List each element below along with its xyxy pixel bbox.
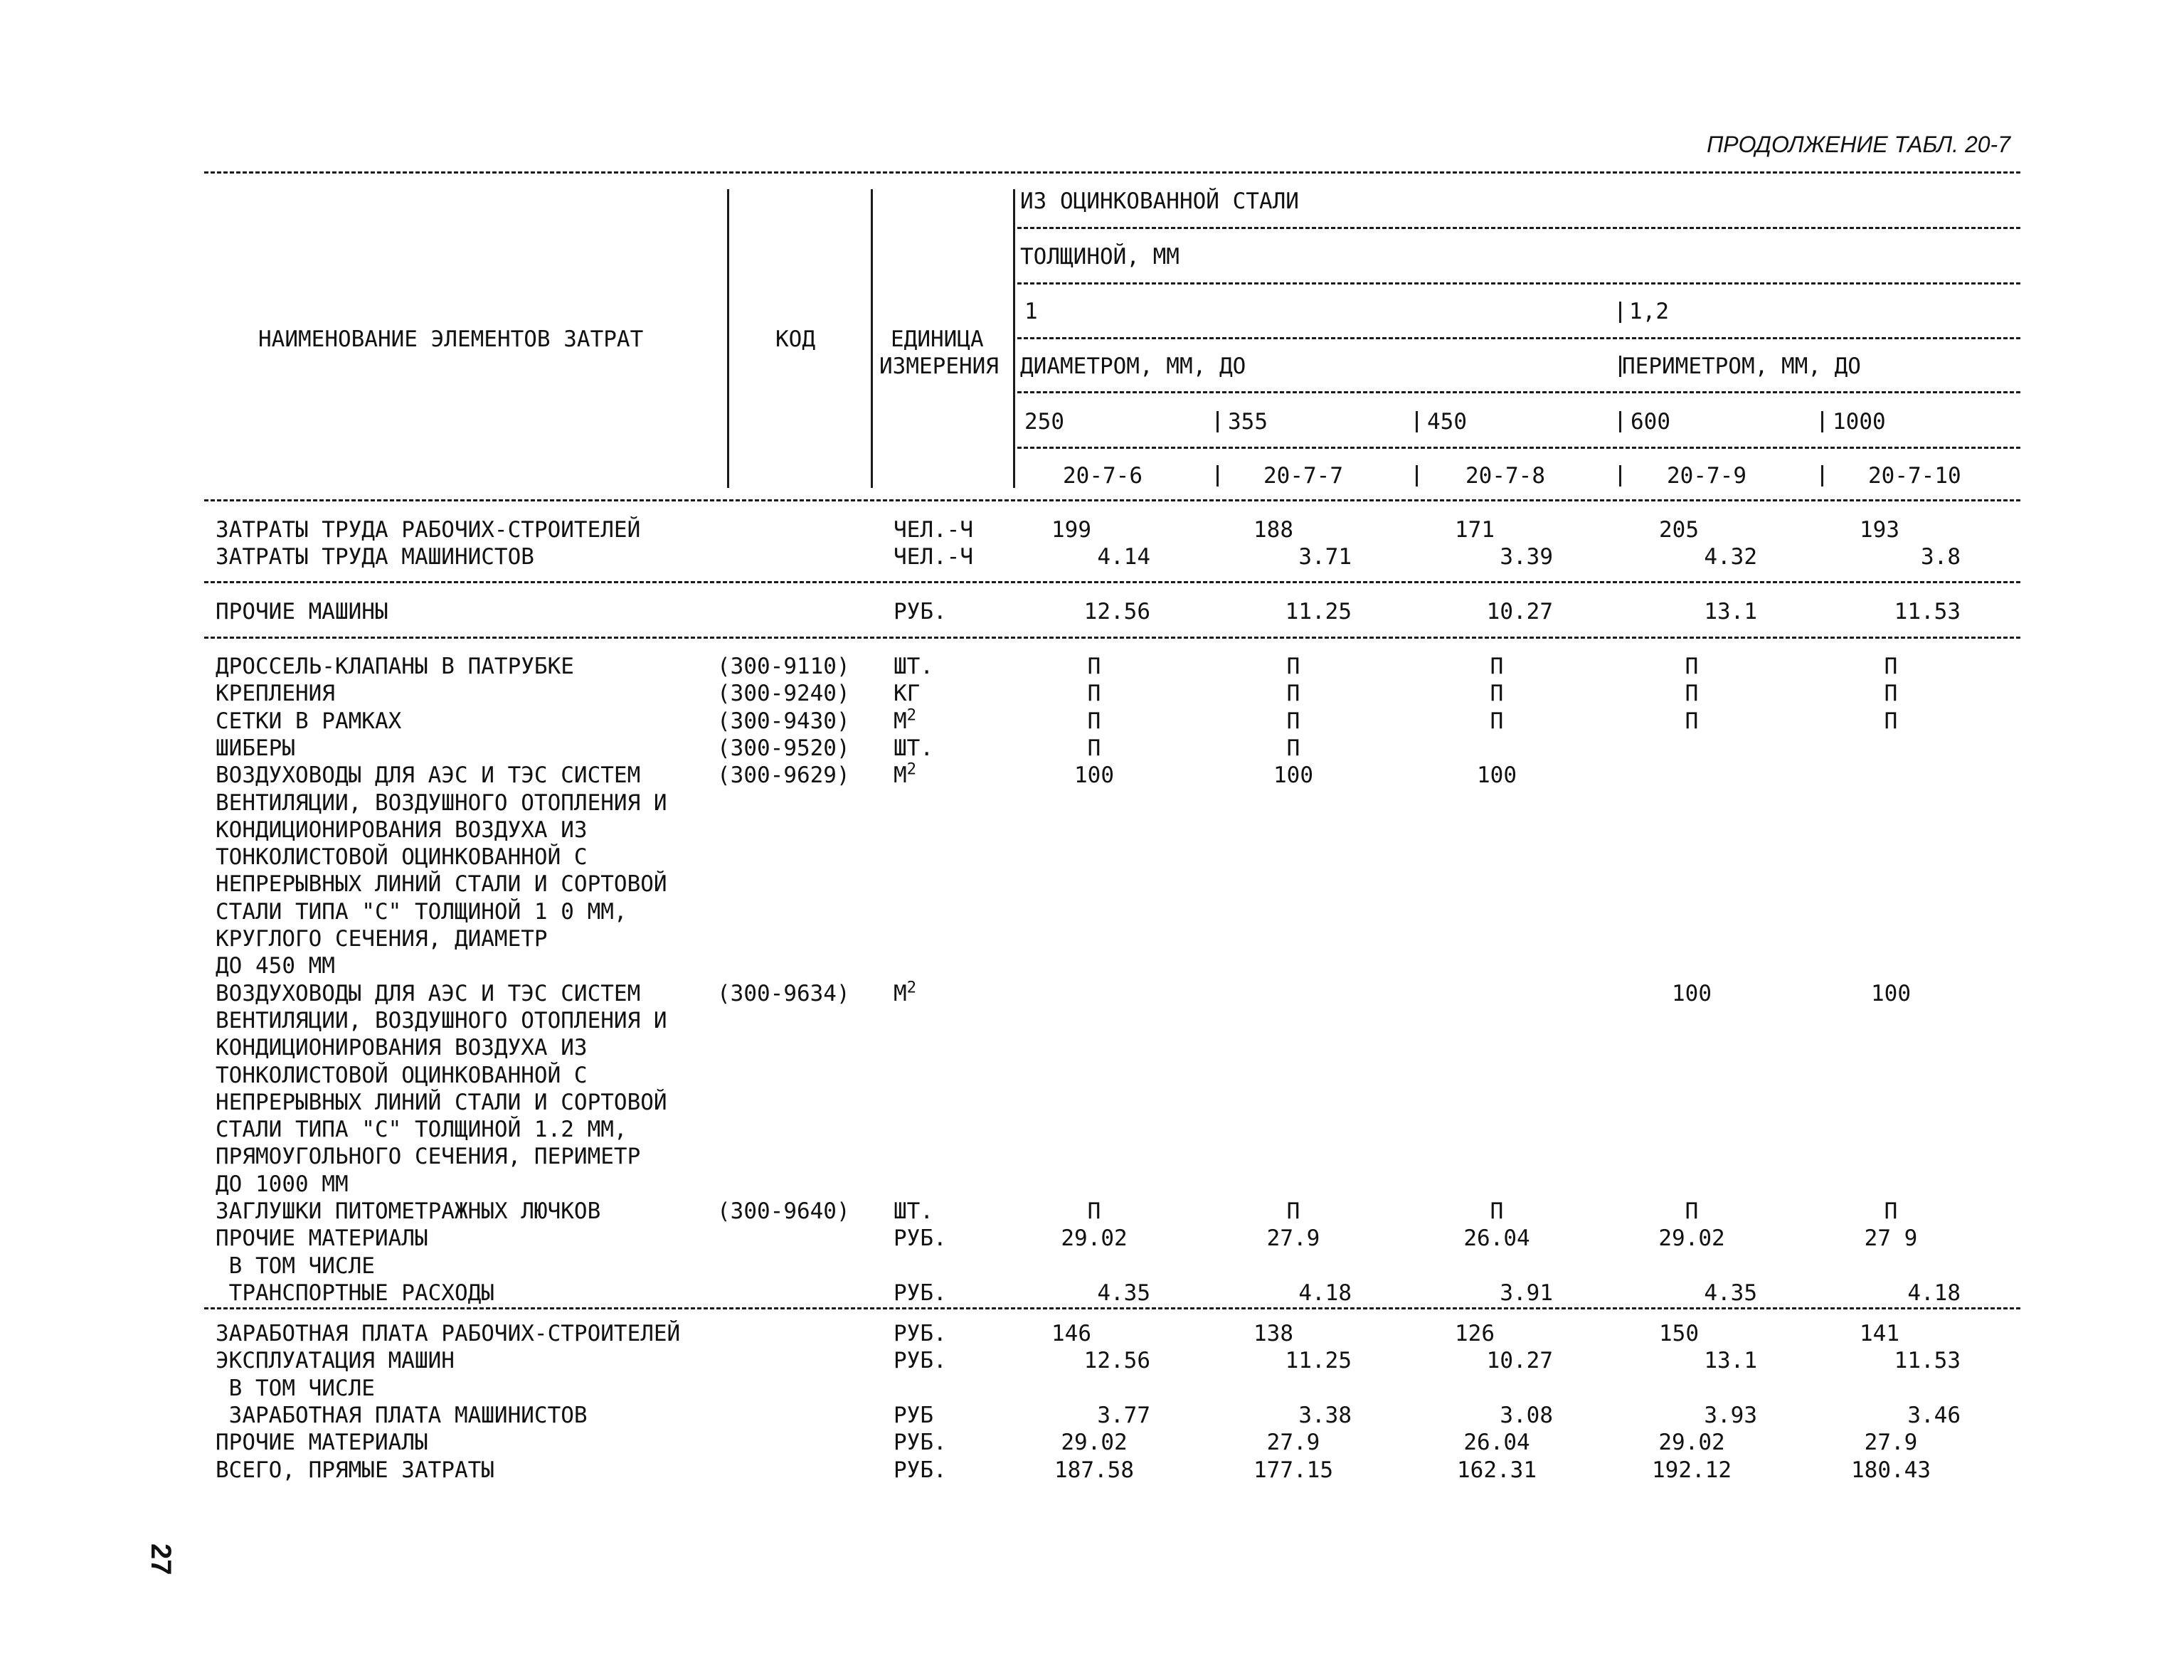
row-value: 3.77 <box>1097 1402 1150 1428</box>
row-name: ЭКСПЛУАТАЦИЯ МАШИН <box>216 1348 455 1374</box>
column-separator <box>1013 189 1015 488</box>
row-value: П <box>1490 654 1504 679</box>
row-value: П <box>1286 735 1300 761</box>
row-unit-text: М <box>894 980 907 1006</box>
row-value: П <box>1490 681 1504 707</box>
row-value: 11.25 <box>1285 599 1352 624</box>
row-value: П <box>1884 1198 1898 1224</box>
header-rule <box>1017 447 2020 449</box>
row-name: ПРОЧИЕ МАТЕРИАЛЫ <box>216 1430 428 1456</box>
row-unit-text: ШТ. <box>894 1198 933 1224</box>
column-separator <box>1619 356 1621 377</box>
row-name: ЗАГЛУШКИ ПИТОМЕТРАЖНЫХ ЛЮЧКОВ <box>216 1198 601 1224</box>
row-value: 180.43 <box>1851 1457 1931 1483</box>
header-size-355: 355 <box>1228 409 1268 435</box>
row-value: 29.02 <box>1658 1430 1725 1456</box>
row-value: 141 <box>1860 1321 1899 1346</box>
row-value: П <box>1286 681 1300 707</box>
row-unit-text: РУБ <box>894 1402 933 1428</box>
row-name: ДРОССЕЛЬ-КЛАПАНЫ В ПАТРУБКЕ <box>216 654 574 679</box>
row-unit-text: РУБ. <box>894 1457 947 1483</box>
row-name: ВЕНТИЛЯЦИИ, ВОЗДУШНОГО ОТОПЛЕНИЯ И <box>216 1007 667 1033</box>
row-value: 3.71 <box>1298 544 1352 570</box>
table-section-rule <box>204 581 2020 583</box>
row-value: 4.35 <box>1097 1280 1150 1306</box>
row-value: 100 <box>1871 980 1911 1006</box>
row-code: (300-9640) <box>717 1198 850 1224</box>
row-value: 4.32 <box>1704 544 1757 570</box>
header-rule <box>1017 391 2020 393</box>
row-unit <box>894 543 973 570</box>
row-name: ДО 450 ММ <box>216 953 335 979</box>
row-name: КРЕПЛЕНИЯ <box>216 681 335 707</box>
row-value: 13.1 <box>1704 1348 1757 1374</box>
header-material: ИЗ ОЦИНКОВАННОЙ СТАЛИ <box>1020 188 1299 214</box>
row-unit <box>894 516 973 543</box>
row-name: КОНДИЦИОНИРОВАНИЯ ВОЗДУХА ИЗ <box>216 817 588 843</box>
table-caption: ПРОДОЛЖЕНИЕ ТАБЛ. 20-7 <box>1707 132 2010 157</box>
row-code: (300-9110) <box>717 654 850 679</box>
row-unit-text: РУБ. <box>894 599 947 624</box>
row-value: П <box>1685 708 1699 734</box>
row-name: ЗАРАБОТНАЯ ПЛАТА РАБОЧИХ-СТРОИТЕЛЕЙ <box>216 1321 681 1346</box>
row-value: 188 <box>1253 517 1293 543</box>
row-name: НЕПРЕРЫВНЫХ ЛИНИЙ СТАЛИ И СОРТОВОЙ <box>216 1089 667 1115</box>
row-value: 29.02 <box>1658 1226 1725 1252</box>
row-value: 11.53 <box>1894 599 1961 624</box>
row-value: П <box>1286 1198 1300 1224</box>
row-name: ТРАНСПОРТНЫЕ РАСХОДЫ <box>216 1280 494 1306</box>
row-value: 192.12 <box>1652 1457 1732 1483</box>
row-value: 4.18 <box>1298 1280 1352 1306</box>
row-value: 100 <box>1273 762 1313 789</box>
header-rule <box>1017 337 2020 339</box>
row-unit <box>894 1402 933 1429</box>
header-rule <box>1017 227 2020 229</box>
row-unit-superscript: 2 <box>906 706 917 725</box>
row-value: 150 <box>1659 1321 1699 1346</box>
column-separator <box>871 189 873 488</box>
row-unit <box>894 1457 947 1484</box>
column-separator <box>1416 411 1418 432</box>
table-section-rule <box>204 1307 2020 1309</box>
row-unit <box>894 1347 947 1374</box>
row-unit <box>894 1280 947 1307</box>
row-value: 100 <box>1074 762 1114 789</box>
row-value: П <box>1087 654 1101 679</box>
row-value: 26.04 <box>1463 1430 1530 1456</box>
row-value: П <box>1087 681 1101 707</box>
row-unit-text: ЧЕЛ.-Ч <box>894 517 973 543</box>
row-name: НЕПРЕРЫВНЫХ ЛИНИЙ СТАЛИ И СОРТОВОЙ <box>216 871 667 898</box>
row-name: ТОНКОЛИСТОВОЙ ОЦИНКОВАННОЙ С <box>216 844 588 871</box>
header-thickness-1: 1 <box>1024 299 1038 324</box>
row-value: 205 <box>1659 517 1699 543</box>
row-unit-text: РУБ. <box>894 1226 947 1252</box>
row-value: П <box>1490 1198 1504 1224</box>
row-value: П <box>1685 681 1699 707</box>
row-value: П <box>1884 681 1898 707</box>
header-thickness-1-2: 1,2 <box>1629 299 1669 324</box>
row-value: 3.08 <box>1500 1402 1553 1428</box>
column-separator <box>1821 465 1823 487</box>
row-value: 4.18 <box>1907 1280 1961 1306</box>
row-unit-text: ЧЕЛ.-Ч <box>894 544 973 570</box>
row-code: (300-9240) <box>717 681 850 707</box>
row-value: 146 <box>1051 1321 1091 1346</box>
row-value: 3.8 <box>1921 544 1961 570</box>
row-value: 29.02 <box>1061 1430 1128 1456</box>
row-name: ЗАРАБОТНАЯ ПЛАТА МАШИНИСТОВ <box>216 1402 588 1428</box>
row-value: 12.56 <box>1083 1348 1150 1374</box>
header-unit-line1: ЕДИНИЦА <box>891 326 984 352</box>
header-thickness: ТОЛЩИНОЙ, ММ <box>1020 244 1180 270</box>
row-code: (300-9430) <box>717 708 850 734</box>
table-section-rule <box>204 499 2020 501</box>
row-value: 12.56 <box>1083 599 1150 624</box>
row-unit <box>894 680 920 707</box>
row-unit-text: РУБ. <box>894 1280 947 1306</box>
row-value: 27 9 <box>1864 1226 1918 1252</box>
row-name: ДО 1000 ММ <box>216 1171 349 1197</box>
row-value: 187.58 <box>1054 1457 1134 1483</box>
table-section-rule <box>204 637 2020 639</box>
row-name: В ТОМ ЧИСЛЕ <box>216 1253 375 1279</box>
row-value: 27.9 <box>1864 1430 1918 1456</box>
column-separator <box>1619 411 1621 432</box>
header-rule <box>1017 282 2020 285</box>
row-value: 3.39 <box>1500 544 1553 570</box>
row-unit-text: ШТ. <box>894 735 933 761</box>
row-value: 13.1 <box>1704 599 1757 624</box>
row-name: ВОЗДУХОВОДЫ ДЛЯ АЭС И ТЭС СИСТЕМ <box>216 762 641 789</box>
row-value: П <box>1884 654 1898 679</box>
row-value: 4.14 <box>1097 544 1150 570</box>
row-value: 26.04 <box>1463 1226 1530 1252</box>
header-column-code: 20-7-8 <box>1465 463 1545 489</box>
row-unit-text: РУБ. <box>894 1430 947 1456</box>
row-value: 3.93 <box>1704 1402 1757 1428</box>
row-value: 10.27 <box>1486 599 1553 624</box>
header-column-code: 20-7-6 <box>1063 463 1143 489</box>
row-value: 199 <box>1051 517 1091 543</box>
row-name: ВСЕГО, ПРЯМЫЕ ЗАТРАТЫ <box>216 1457 494 1483</box>
column-separator <box>1416 465 1418 487</box>
row-value: П <box>1087 708 1101 734</box>
row-unit <box>894 598 947 625</box>
row-name: КРУГЛОГО СЕЧЕНИЯ, ДИАМЕТР <box>216 926 548 952</box>
row-name: СТАЛИ ТИПА "С" ТОЛЩИНОЙ 1 0 ММ, <box>216 898 627 925</box>
row-value: 3.91 <box>1500 1280 1553 1306</box>
row-name: КОНДИЦИОНИРОВАНИЯ ВОЗДУХА ИЗ <box>216 1035 588 1061</box>
column-separator <box>1821 411 1823 432</box>
row-name: СЕТКИ В РАМКАХ <box>216 708 402 734</box>
row-unit-text: РУБ. <box>894 1348 947 1374</box>
row-value: 100 <box>1672 980 1712 1006</box>
row-name: ТОНКОЛИСТОВОЙ ОЦИНКОВАННОЙ С <box>216 1062 588 1088</box>
row-value: 193 <box>1860 517 1899 543</box>
row-unit <box>894 1225 947 1252</box>
row-value: П <box>1286 654 1300 679</box>
row-unit-superscript: 2 <box>906 760 917 779</box>
row-code: (300-9629) <box>717 762 850 789</box>
row-value: 27.9 <box>1266 1430 1320 1456</box>
header-column-code: 20-7-10 <box>1868 463 1961 489</box>
row-unit <box>894 653 933 680</box>
column-separator <box>727 189 729 488</box>
row-value: 27.9 <box>1266 1226 1320 1252</box>
row-unit <box>894 735 933 762</box>
row-unit-text: КГ <box>894 681 921 707</box>
row-name: ВЕНТИЛЯЦИИ, ВОЗДУШНОГО ОТОПЛЕНИЯ И <box>216 790 667 816</box>
row-unit <box>894 1198 933 1225</box>
row-value: 100 <box>1477 762 1517 789</box>
row-unit-superscript: 2 <box>906 978 917 997</box>
row-name: ЗАТРАТЫ ТРУДА РАБОЧИХ-СТРОИТЕЛЕЙ <box>216 517 641 543</box>
table-top-rule <box>204 171 2020 174</box>
row-value: П <box>1087 735 1101 761</box>
page-number: 27 <box>145 1543 176 1575</box>
row-unit-text: РУБ. <box>894 1321 947 1346</box>
row-value: 171 <box>1455 517 1495 543</box>
row-value: П <box>1685 1198 1699 1224</box>
row-name: ПРОЧИЕ МАШИНЫ <box>216 599 388 624</box>
column-separator <box>1216 465 1219 487</box>
row-code: (300-9634) <box>717 980 850 1006</box>
row-name: ПРОЧИЕ МАТЕРИАЛЫ <box>216 1226 428 1252</box>
row-value: П <box>1490 708 1504 734</box>
row-unit <box>894 1429 947 1456</box>
header-unit-line2: ИЗМЕРЕНИЯ <box>879 353 999 379</box>
row-value: 177.15 <box>1253 1457 1333 1483</box>
row-name: ЗАТРАТЫ ТРУДА МАШИНИСТОВ <box>216 544 534 570</box>
row-value: 138 <box>1253 1321 1293 1346</box>
header-size-450: 450 <box>1427 409 1467 435</box>
row-value: 126 <box>1455 1321 1495 1346</box>
header-size-600: 600 <box>1631 409 1670 435</box>
row-value: 11.53 <box>1894 1348 1961 1374</box>
row-unit <box>894 762 916 789</box>
row-unit <box>894 980 916 1007</box>
row-value: П <box>1685 654 1699 679</box>
row-code: (300-9520) <box>717 735 850 761</box>
row-unit-text: ШТ. <box>894 654 933 679</box>
row-value: 3.38 <box>1298 1402 1352 1428</box>
header-diameter: ДИАМЕТРОМ, ММ, ДО <box>1020 353 1246 379</box>
column-separator <box>1619 302 1621 323</box>
header-column-code: 20-7-7 <box>1263 463 1343 489</box>
row-unit <box>894 708 916 735</box>
row-value: П <box>1087 1198 1101 1224</box>
row-name: ВОЗДУХОВОДЫ ДЛЯ АЭС И ТЭС СИСТЕМ <box>216 980 641 1006</box>
row-value: 10.27 <box>1486 1348 1553 1374</box>
row-name: ПРЯМОУГОЛЬНОГО СЕЧЕНИЯ, ПЕРИМЕТР <box>216 1144 641 1170</box>
row-value: 11.25 <box>1285 1348 1352 1374</box>
header-size-1000: 1000 <box>1833 409 1886 435</box>
row-unit-text: М <box>894 762 907 789</box>
row-value: 29.02 <box>1061 1226 1128 1252</box>
header-code-column: КОД <box>775 326 815 352</box>
row-value: 4.35 <box>1704 1280 1757 1306</box>
row-name: ШИБЕРЫ <box>216 735 295 761</box>
row-value: П <box>1286 708 1300 734</box>
row-value: 162.31 <box>1457 1457 1537 1483</box>
header-column-code: 20-7-9 <box>1667 463 1746 489</box>
row-value: П <box>1884 708 1898 734</box>
column-separator <box>1216 411 1219 432</box>
header-size-250: 250 <box>1024 409 1064 435</box>
row-unit-text: М <box>894 708 907 734</box>
column-separator <box>1619 465 1621 487</box>
row-name: В ТОМ ЧИСЛЕ <box>216 1375 375 1401</box>
header-name-column: НАИМЕНОВАНИЕ ЭЛЕМЕНТОВ ЗАТРАТ <box>258 326 644 352</box>
header-perimeter: ПЕРИМЕТРОМ, ММ, ДО <box>1622 353 1861 379</box>
row-name: СТАЛИ ТИПА "С" ТОЛЩИНОЙ 1.2 ММ, <box>216 1117 627 1143</box>
row-unit <box>894 1320 947 1347</box>
row-value: 3.46 <box>1907 1402 1961 1428</box>
